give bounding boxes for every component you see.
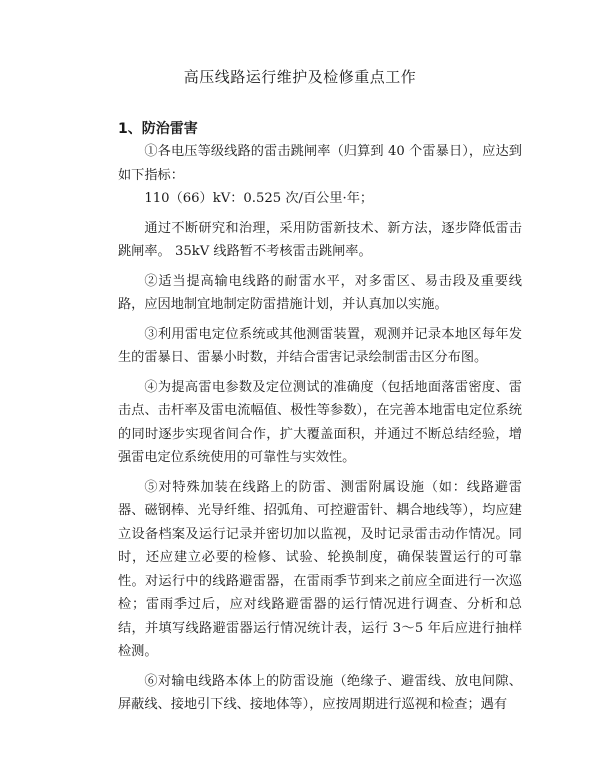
paragraph-5: ③利用雷电定位系统或其他测雷装置，观测并记录本地区每年发生的雷暴日、雷暴小时数，并结合雷害记录绘制雷击区分布图。 — [118, 326, 522, 365]
paragraph-3: 通过不断研究和治理，采用防雷新技术、新方法，逐步降低雷击跳闸率。 35kV 线路暂不考核雷击跳闸率。 — [118, 220, 522, 259]
document-body — [118, 140, 522, 717]
paragraph-7: ⑤对特殊加装在线路上的防雷、测雷附属设施（如：线路避雷器、磁钢棒、光导纤维、招弧角、可控避雷针、耦合地线等），均应建立设备档案及运行记录并密切加以监视，及时记录雷击动作情况。同时，还应建立必要的检修、试验、轮换制度，确保装置运行的可靠性。对运行中的线路避雷器，在雷雨季节到来之前应全面进行一次巡检；雷雨季过后，应对线路避雷器的运行情况进行调查、分析和总结，并填写线路避雷器运行情况统计表，运行 3～5 年后应进行抽样检测。 — [118, 479, 522, 659]
paragraph-2: 110（66）kV：0.525 次/百公里·年； — [144, 191, 374, 206]
paragraph-4: ②适当提高输电线路的耐雷水平，对多雷区、易击段及重要线路，应因地制宜地制定防雷措施计划，并认真加以实施。 — [118, 273, 522, 312]
document-title: 高压线路运行维护及检修重点工作 — [183, 68, 417, 86]
paragraph-1: ①各电压等级线路的雷击跳闸率（归算到 40 个雷暴日），应达到如下指标： — [118, 144, 522, 183]
paragraph-6: ④为提高雷电参数及定位测试的准确度（包括地面落雷密度、雷击点、击杆率及雷电流幅值、极性等参数），在完善本地雷电定位系统的同时逐步实现省间合作，扩大覆盖面积，并通过不断总结经验，增强雷电定位系统使用的可靠性与实效性。 — [118, 379, 522, 465]
section-heading: 1、防治雷害 — [118, 121, 198, 137]
paragraph-8: ⑥对输电线路本体上的防雷设施（绝缘子、避雷线、放电间隙、屏蔽线、接地引下线、接地体等），应按周期进行巡视和检查；遇有 — [118, 673, 522, 712]
